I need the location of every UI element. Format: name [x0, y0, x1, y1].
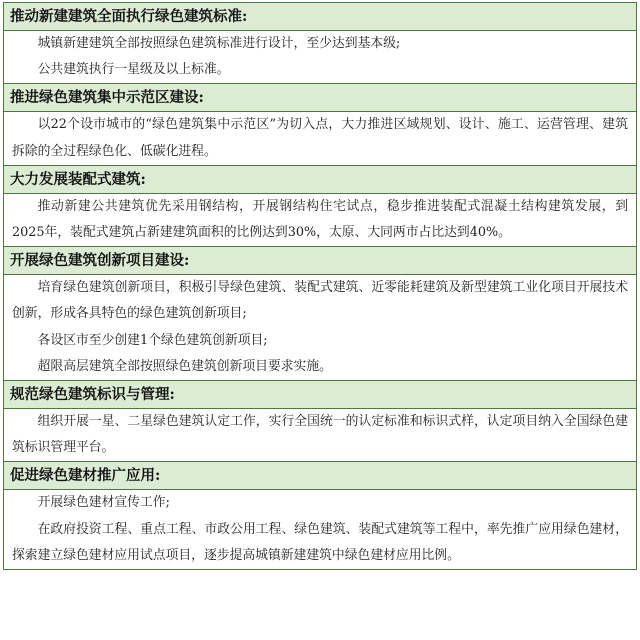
section-paragraph: 组织开展一星、二星绿色建筑认定工作，实行全国统一的认定标准和标识式样，认定项目纳入全国绿色建筑标识管理平台。 — [12, 414, 628, 456]
section-header — [4, 462, 637, 490]
section-header — [4, 84, 637, 112]
policy-table — [3, 2, 637, 570]
section-header — [4, 381, 637, 409]
section-header — [4, 247, 637, 275]
section-body-row — [4, 409, 637, 462]
section-body — [4, 31, 637, 84]
section-paragraph: 各设区市至少创建1个绿色建筑创新项目; — [37, 332, 268, 348]
section-body — [4, 275, 637, 381]
section-body — [4, 112, 637, 165]
section-body-row — [4, 31, 637, 84]
section-title: 促进绿色建材推广应用: — [10, 467, 161, 485]
section-paragraph: 以22个设市城市的“绿色建筑集中示范区”为切入点，大力推进区域规划、设计、施工、运营管理、建筑拆除的全过程绿色化、低碳化进程。 — [12, 117, 628, 159]
section-body-row — [4, 275, 637, 381]
section-header-row — [4, 462, 637, 490]
section-header-row — [4, 3, 637, 31]
section-paragraph: 在政府投资工程、重点工程、市政公用工程、绿色建筑、装配式建筑等工程中，率先推广应用绿色建材，探索建立绿色建材应用试点项目，逐步提高城镇新建建筑中绿色建材应用比例。 — [12, 521, 628, 563]
section-header-row — [4, 247, 637, 275]
section-title: 规范绿色建筑标识与管理: — [10, 386, 175, 404]
section-body-row — [4, 490, 637, 570]
section-title: 推动新建建筑全面执行绿色建筑标准: — [10, 8, 248, 25]
section-title: 大力发展装配式建筑: — [10, 170, 146, 188]
section-header-row — [4, 381, 637, 409]
section-paragraph: 推动新建公共建筑优先采用钢结构，开展钢结构住宅试点，稳步推进装配式混凝土结构建筑发展，到2025年，装配式建筑占新建建筑面积的比例达到30%，太原、大同两市占比达到40%。 — [12, 198, 628, 241]
section-paragraph: 超限高层建筑全部按照绿色建筑创新项目要求实施。 — [37, 358, 332, 374]
section-body-row — [4, 112, 637, 165]
section-body — [4, 409, 637, 462]
section-paragraph: 开展绿色建材宣传工作; — [37, 495, 170, 511]
section-header — [4, 3, 637, 31]
section-title: 开展绿色建筑创新项目建设: — [10, 252, 190, 270]
section-body — [4, 193, 637, 246]
section-paragraph: 公共建筑执行一星级及以上标准。 — [37, 62, 230, 78]
section-title: 推进绿色建筑集中示范区建设: — [10, 89, 204, 107]
section-body-row — [4, 193, 637, 246]
section-paragraph: 培育绿色建筑创新项目，积极引导绿色建筑、装配式建筑、近零能耗建筑及新型建筑工业化项目开展技术创新，形成各具特色的绿色建筑创新项目; — [12, 280, 628, 322]
section-header — [4, 165, 637, 193]
section-body — [4, 490, 637, 570]
section-header-row — [4, 84, 637, 112]
section-header-row — [4, 165, 637, 193]
section-paragraph: 城镇新建建筑全部按照绿色建筑标准进行设计，至少达到基本级; — [37, 36, 401, 51]
